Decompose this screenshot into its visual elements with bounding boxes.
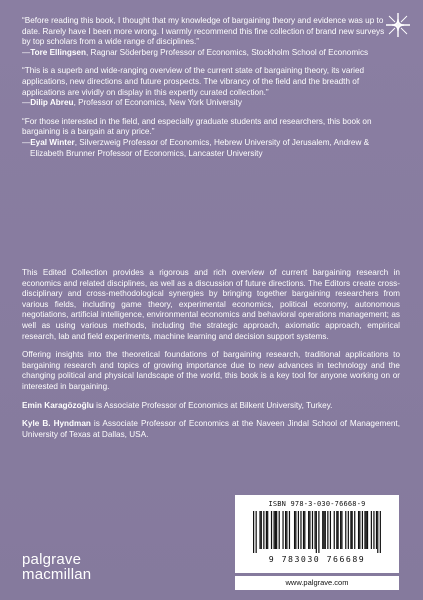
dash: —	[22, 98, 31, 108]
barcode-bar	[276, 511, 277, 549]
barcode-bar	[285, 511, 286, 549]
publisher-logo	[22, 552, 91, 582]
barcode-bar	[359, 511, 360, 549]
barcode-bar	[267, 511, 268, 549]
editor-name: Kyle B. Hyndman	[22, 419, 91, 429]
barcode-bar	[325, 511, 326, 549]
barcode-bar	[366, 511, 367, 549]
barcode-bar	[279, 511, 280, 549]
barcode-bar	[298, 511, 299, 549]
endorsement-3	[22, 117, 392, 159]
barcode-bar	[294, 511, 295, 549]
barcode-bar	[253, 511, 254, 553]
editor-bio-text: is Associate Professor of Economics at Bilkent University, Turkey.	[93, 400, 333, 410]
barcode-bar	[334, 511, 335, 549]
barcode-bar	[263, 511, 264, 549]
endorser-name: Tore Ellingsen	[30, 47, 86, 57]
barcode-bar	[303, 511, 304, 549]
editor-name: Emin Karagözoğlu	[22, 400, 94, 410]
barcode-bar	[327, 511, 328, 549]
isbn-label: ISBN 978-3-030-76668-9	[268, 500, 366, 508]
barcode-bar	[318, 511, 319, 553]
endorser-name: Eyal Winter	[30, 137, 75, 147]
dash: —	[22, 47, 31, 57]
barcode-bar	[364, 511, 365, 549]
barcode-bar	[336, 511, 337, 549]
barcode-bar	[308, 511, 309, 549]
barcode-bar	[282, 511, 283, 549]
barcode-bar	[300, 511, 301, 549]
editor-bio	[22, 419, 400, 440]
endorser-title: , Silverzweig Professor of Economics, Hebrew University of Jerusalem, Andrew & Elizabeth Brunner Professor of Economics, Lancaster University	[30, 137, 370, 158]
barcode-bar	[275, 511, 276, 549]
endorsement-attribution	[22, 138, 392, 159]
barcode-bar	[380, 511, 381, 553]
barcode-bar	[337, 511, 338, 549]
barcode-bar	[373, 511, 374, 549]
editor-bio-text: is Associate Professor of Economics at the Naveen Jindal School of Management, University of Texas at Dallas, USA.	[22, 419, 400, 439]
publisher-website: www.palgrave.com	[235, 576, 399, 590]
endorsement-attribution	[22, 98, 392, 109]
barcode-bar	[261, 511, 262, 549]
barcode-bar	[377, 511, 378, 553]
barcode-bar	[340, 511, 341, 549]
barcode-bar	[256, 511, 257, 553]
barcode-bar	[345, 511, 346, 549]
description-paragraph: Offering insights into the theoretical foundations of bargaining research, traditional applications to bargaining research and topics of growing importance due to new advances in technology and the changing political and physical landscape of the world, this book is a key tool for anyone working on or interested in bargaining.	[22, 350, 400, 391]
barcode-bar	[314, 511, 315, 549]
endorsement-text: “For those interested in the field, and especially graduate students and researchers, this book on bargaining is a bargain at any price.”	[22, 116, 372, 137]
barcode-bar	[316, 511, 317, 553]
barcode-digits: 9 783030 766689	[268, 554, 366, 564]
description-paragraph: This Edited Collection provides a rigorous and rich overview of current bargaining research in economics and related disciplines, as well as a discussion of future directions. The Editors create cross-disciplinary and cross-methodological synergies by bringing together bargaining researchers from various fields, including game theory, experimental economics, political economy, autonomous negotiations, artificial intelligence, environmental economics and behavioral operations management; as well as using various methods, including the strategic approach, axiomatic approach, empirical research, lab and field experiments, machine learning and decision support systems.	[22, 268, 400, 341]
barcode-bar	[322, 511, 323, 549]
barcode-bar	[259, 511, 260, 549]
endorsements	[22, 16, 392, 167]
barcode-bar	[362, 511, 363, 549]
barcode-icon	[253, 511, 381, 553]
endorsement-text: “Before reading this book, I thought that my knowledge of bargaining theory and evidence was up to date. Rarely have I been more wrong. I warmly recommend this fine collection of brand new surveys by top scholars from a wide range of disciplines.”	[22, 16, 385, 47]
endorsement-text: “This is a superb and wide-ranging overview of the current state of bargaining theory, its varied applications, new directions and future prospects. The vibrancy of the field and the breadth of applications are vividly on display in this expertly curated collection.”	[22, 66, 365, 97]
barcode-bar	[358, 511, 359, 549]
endorsement-attribution	[22, 48, 392, 59]
barcode-bar	[371, 511, 372, 549]
barcode-bar	[295, 511, 296, 549]
barcode-bar	[350, 511, 351, 549]
barcode-panel	[235, 495, 399, 573]
barcode-bar	[266, 511, 267, 549]
barcode-bar	[323, 511, 324, 549]
barcode-bar	[348, 511, 349, 549]
barcode-bar	[341, 511, 342, 549]
barcode-bar	[354, 511, 355, 549]
book-description	[22, 268, 400, 448]
barcode-bar	[289, 511, 290, 549]
endorser-title: , Ragnar Söderberg Professor of Economics, Stockholm School of Economics	[86, 47, 369, 57]
dash: —	[22, 137, 31, 147]
barcode-bar	[352, 511, 353, 549]
barcode-bar	[309, 511, 310, 549]
barcode-bar	[273, 511, 274, 549]
barcode-bar	[376, 511, 377, 549]
endorser-title: , Professor of Economics, New York University	[73, 98, 242, 108]
publisher-line-2: macmillan	[22, 566, 92, 583]
endorser-name: Dilip Abreu	[30, 98, 74, 108]
barcode-bar	[286, 511, 287, 549]
barcode-bar	[271, 511, 272, 549]
barcode-bar	[330, 511, 331, 549]
barcode-bar	[367, 511, 368, 549]
endorsement-1	[22, 16, 392, 58]
barcode-bar	[312, 511, 313, 549]
endorsement-2	[22, 66, 392, 108]
editor-bio	[22, 401, 400, 412]
barcode-bar	[304, 511, 305, 549]
publisher-line-1: palgrave	[22, 551, 82, 568]
